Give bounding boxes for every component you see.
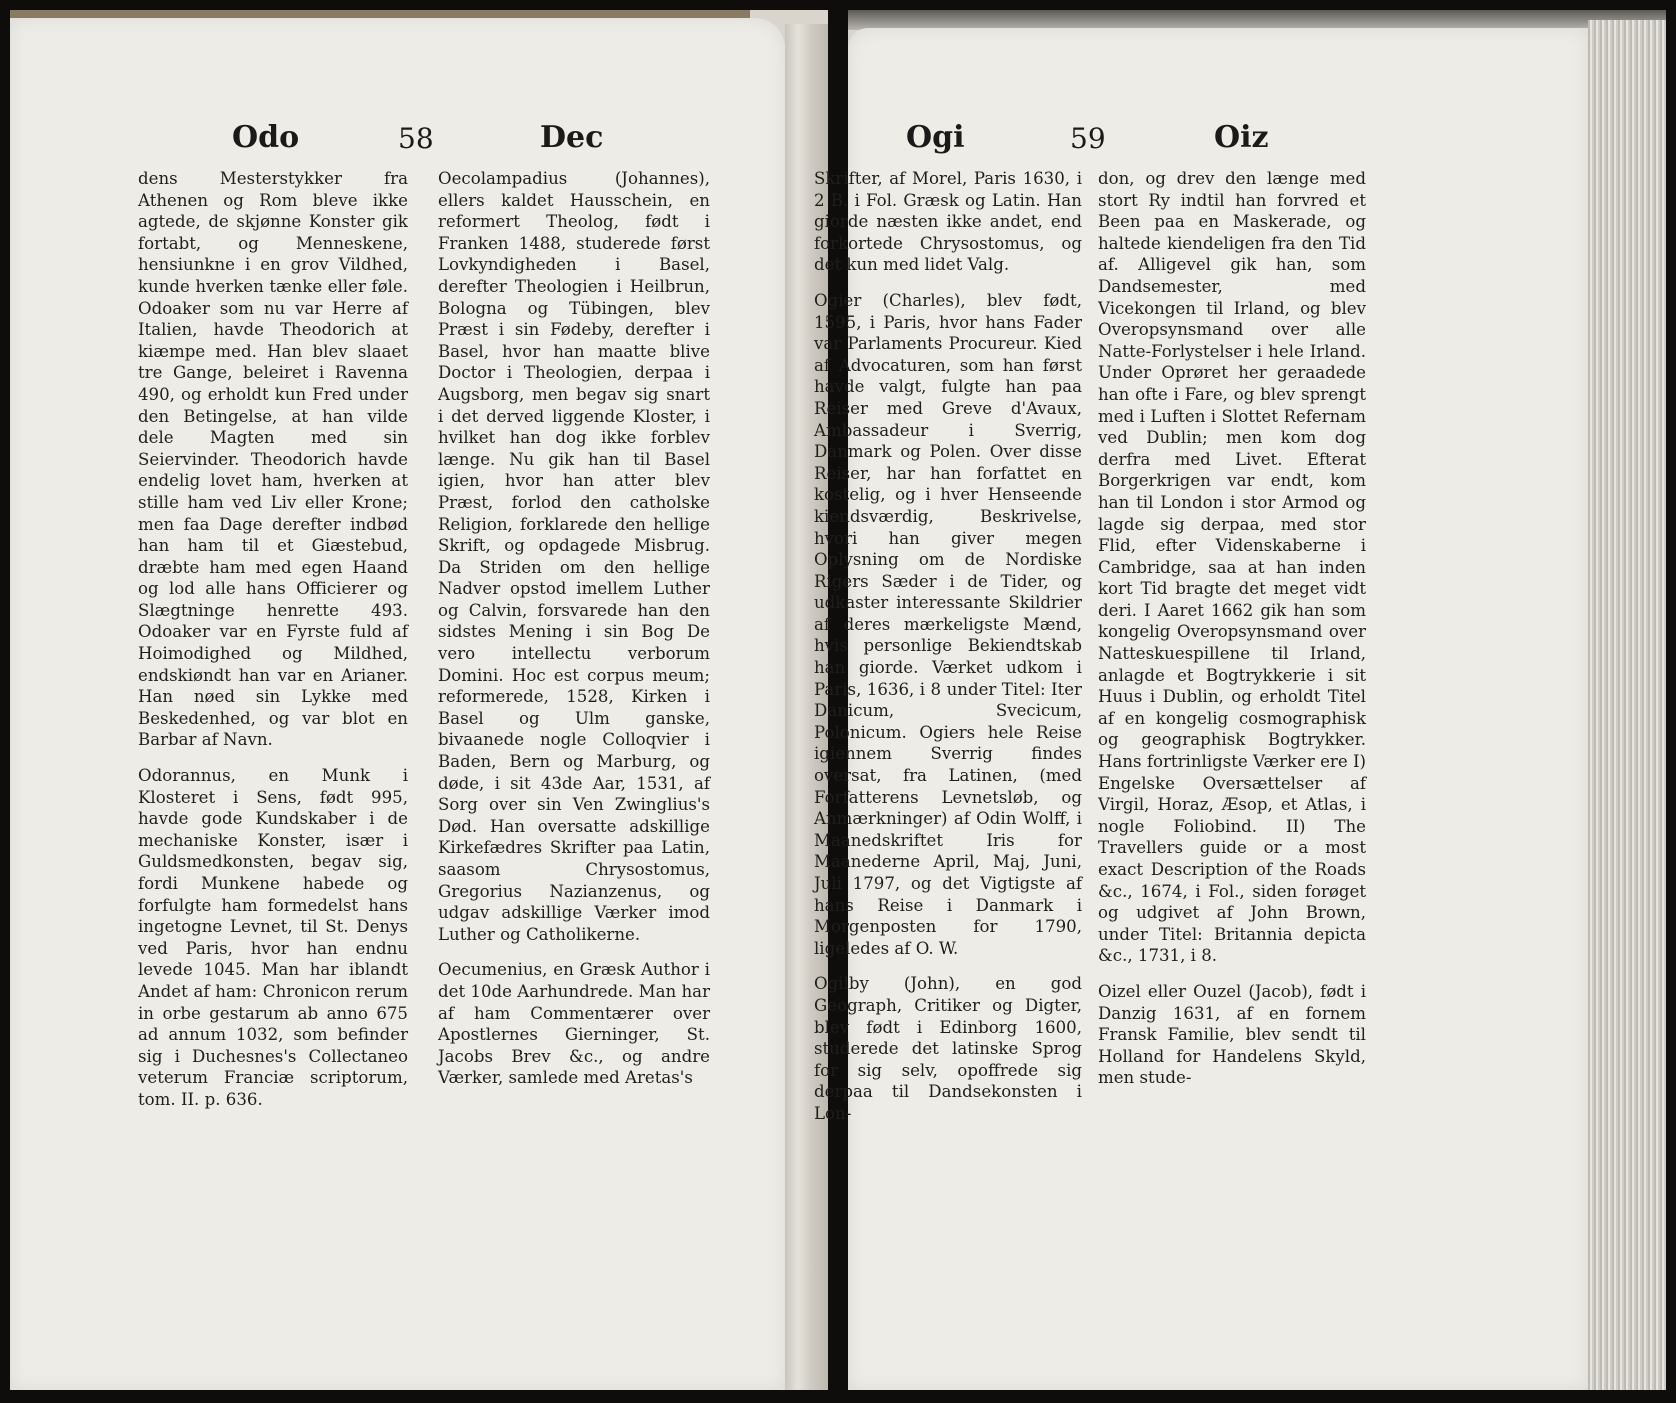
text-column-2	[438, 168, 710, 1089]
running-head-right: Oiz	[1214, 120, 1269, 155]
running-head-left: Ogi	[906, 120, 965, 155]
paragraph: don, og drev den længe med stort Ry indtil han forvred et Been paa en Maskerade, og haltede kiendeligen fra den Tid af. Alligevel gik han, som Dandsemester, med Vicekongen til Irland, og blev Overopsynsmand over alle Natte-Forlystelser i hele Irland. Under Oprøret her geraadede han ofte i Fare, og blev sprengt med i Luften i Slottet Refernam ved Dublin; men kom dog derfra med Livet. Efterat Borgerkrigen var endt, kom han til London i stor Armod og lagde sig derpaa, med stor Flid, efter Videnskaberne i Cambridge, saa at han inden kort Tid bragte det meget vidt deri. I Aaret 1662 gik han som kongelig Overopsynsmand over Natteskuespillene til Irland, anlagde et Bogtrykkerie i sit Huus i Dublin, og erholdt Titel af en kongelig cosmographisk og geographisk Bogtrykker. Hans fortrinligste Værker ere I) Engelske Oversættelser af Virgil, Horaz, Æsop, et Atlas, i nogle Foliobind. II) The Travellers guide or a most exact Description of the Roads &c., 1674, i Fol., siden forøget og udgivet af John Brown, under Titel: Britannia depicta &c., 1731, i 8.	[1098, 169, 1366, 966]
paragraph: dens Mesterstykker fra Athenen og Rom bleve ikke agtede, de skjønne Konster gik fortabt, og Menneskene, hensiunkne i en grov Vildhed, kunde hverken tænke eller føle. Odoaker som nu var Herre af Italien, havde Theodorich at kiæmpe med. Han blev slaaet tre Gange, beleiret i Ravenna 490, og erholdt kun Fred under den Betingelse, at han vilde dele Magten med sin Seiervinder. Theodorich havde endelig lovet ham, hverken at stille ham ved Liv eller Krone; men faa Dage derefter indbød han ham til et Giæstebud, dræbte ham med egen Haand og lod alle hans Officierer og Slægtninge henrette 493. Odoaker var en Fyrste fuld af Hoimodighed og Mildhed, endskiøndt han var en Arianer. Han nøed sin Lykke med Beskedenhed, og var blot en Barbar af Navn.	[138, 169, 408, 750]
text-column-2	[1098, 168, 1366, 1089]
entry-oizel: Oizel eller Ouzel (Jacob), født i Danzig 1631, af en fornem Fransk Familie, blev sendt til Holland for Handelens Skyld, men stude-	[1098, 981, 1366, 1088]
book-shadow	[848, 10, 1666, 30]
entry-oecolampadius: Oecolampadius (Johannes), ellers kaldet Hausschein, en reformert Theolog, født i Franken 1488, studerede først Lovkyndigheden i Basel, derefter Theologien i Heilbrun, Bologna og Tübingen, blev Præst i sin Fødeby, derefter i Basel, hvor han maatte blive Doctor i Theologien, derpaa i Augsborg, men begav sig snart i det derved liggende Kloster, i hvilket han dog ikke forblev længe. Nu gik han til Basel igien, hvor han atter blev Præst, forlod den catholske Religion, forklarede den hellige Skrift, og opdagede Misbrug. Da Striden om den hellige Nadver opstod imellem Luther og Calvin, forsvarede han den sidstes Mening i sin Bog De vero intellectu verborum Domini. Hoc est corpus meum; reformerede, 1528, Kirken i Basel og Ulm ganske, bivaanede nogle Colloqvier i Baden, Bern og Marburg, og døde, i sit 43de Aar, 1531, af Sorg over sin Ven Zwinglius's Død. Han oversatte adskillige Kirkefædres Skrifter paa Latin, saasom Chrysostomus, Gregorius Nazianzenus, og udgav adskillige Værker imod Luther og Catholikerne.	[438, 169, 710, 944]
left-page-panel	[10, 10, 828, 1390]
running-head-right: Dec	[540, 120, 604, 155]
entry-oecumenius: Oecumenius, en Græsk Author i det 10de Aarhundrede. Man har af ham Commentærer over Apostlernes Gierninger, St. Jacobs Brev &c., og andre Værker, samlede med Aretas's	[438, 960, 710, 1088]
text-column-1	[814, 168, 1082, 1125]
page-stack-edge	[1588, 20, 1666, 1390]
entry-odorannus: Odorannus, en Munk i Klosteret i Sens, født 995, havde gode Kundskaber i de mechaniske Konster, især i Guldsmedkonsten, begav sig, fordi Munkene habede og forfulgte ham formedelst hans ingetogne Levnet, til St. Denys ved Paris, hvor han endnu levede 1045. Man har iblandt Andet af ham: Chronicon rerum in orbe gestarum ab anno 675 ad annum 1032, som befinder sig i Duchesnes's Collectaneo veterum Franciæ scriptorum, tom. II. p. 636.	[138, 766, 408, 1109]
paragraph: Skrifter, af Morel, Paris 1630, i 2 B. i Fol. Græsk og Latin. Han giorde næsten ikke andet, end forkortede Chrysostomus, og det kun med lidet Valg.	[814, 169, 1082, 275]
page-number: 59	[1070, 122, 1106, 155]
page-number: 58	[398, 122, 434, 155]
page-59	[814, 28, 1588, 1390]
entry-ogilby: Ogilby (John), en god Geograph, Critiker og Digter, blev født i Edinborg 1600, studerede det latinske Sprog for sig selv, opoffrede sig derpaa til Dandsekonsten i Lon-	[814, 974, 1082, 1123]
text-column-1	[138, 168, 408, 1111]
page-58	[10, 18, 785, 1390]
right-page-panel	[814, 10, 1666, 1390]
running-head-left: Odo	[232, 120, 300, 155]
entry-ogier: Ogier (Charles), blev født, 1595, i Paris, hvor hans Fader var Parlaments Procureur. Kied af Advocaturen, som han først havde valgt, fulgte han paa Reiser med Greve d'Avaux, Ambassadeur i Sverrig, Danmark og Polen. Over disse Reiser, har han forfattet en kostelig, og i hver Henseende kiendsværdig, Beskrivelse, hvori han giver megen Oplysning om de Nordiske Rigers Sæder i de Tider, og udkaster interessante Skildrier af deres mærkeligste Mænd, hvis personlige Bekiendtskab han giorde. Værket udkom i Paris, 1636, i 8 under Titel: Iter Danicum, Svecicum, Polonicum. Ogiers hele Reise igiennem Sverrig findes oversat, fra Latinen, (med Forfatterens Levnetsløb, og Anmærkninger) af Odin Wolff, i Maanedskriftet Iris for Maanederne April, Maj, Juni, Juli 1797, og det Vigtigste af hans Reise i Danmark i Morgenposten for 1790, ligeledes af O. W.	[814, 290, 1082, 958]
